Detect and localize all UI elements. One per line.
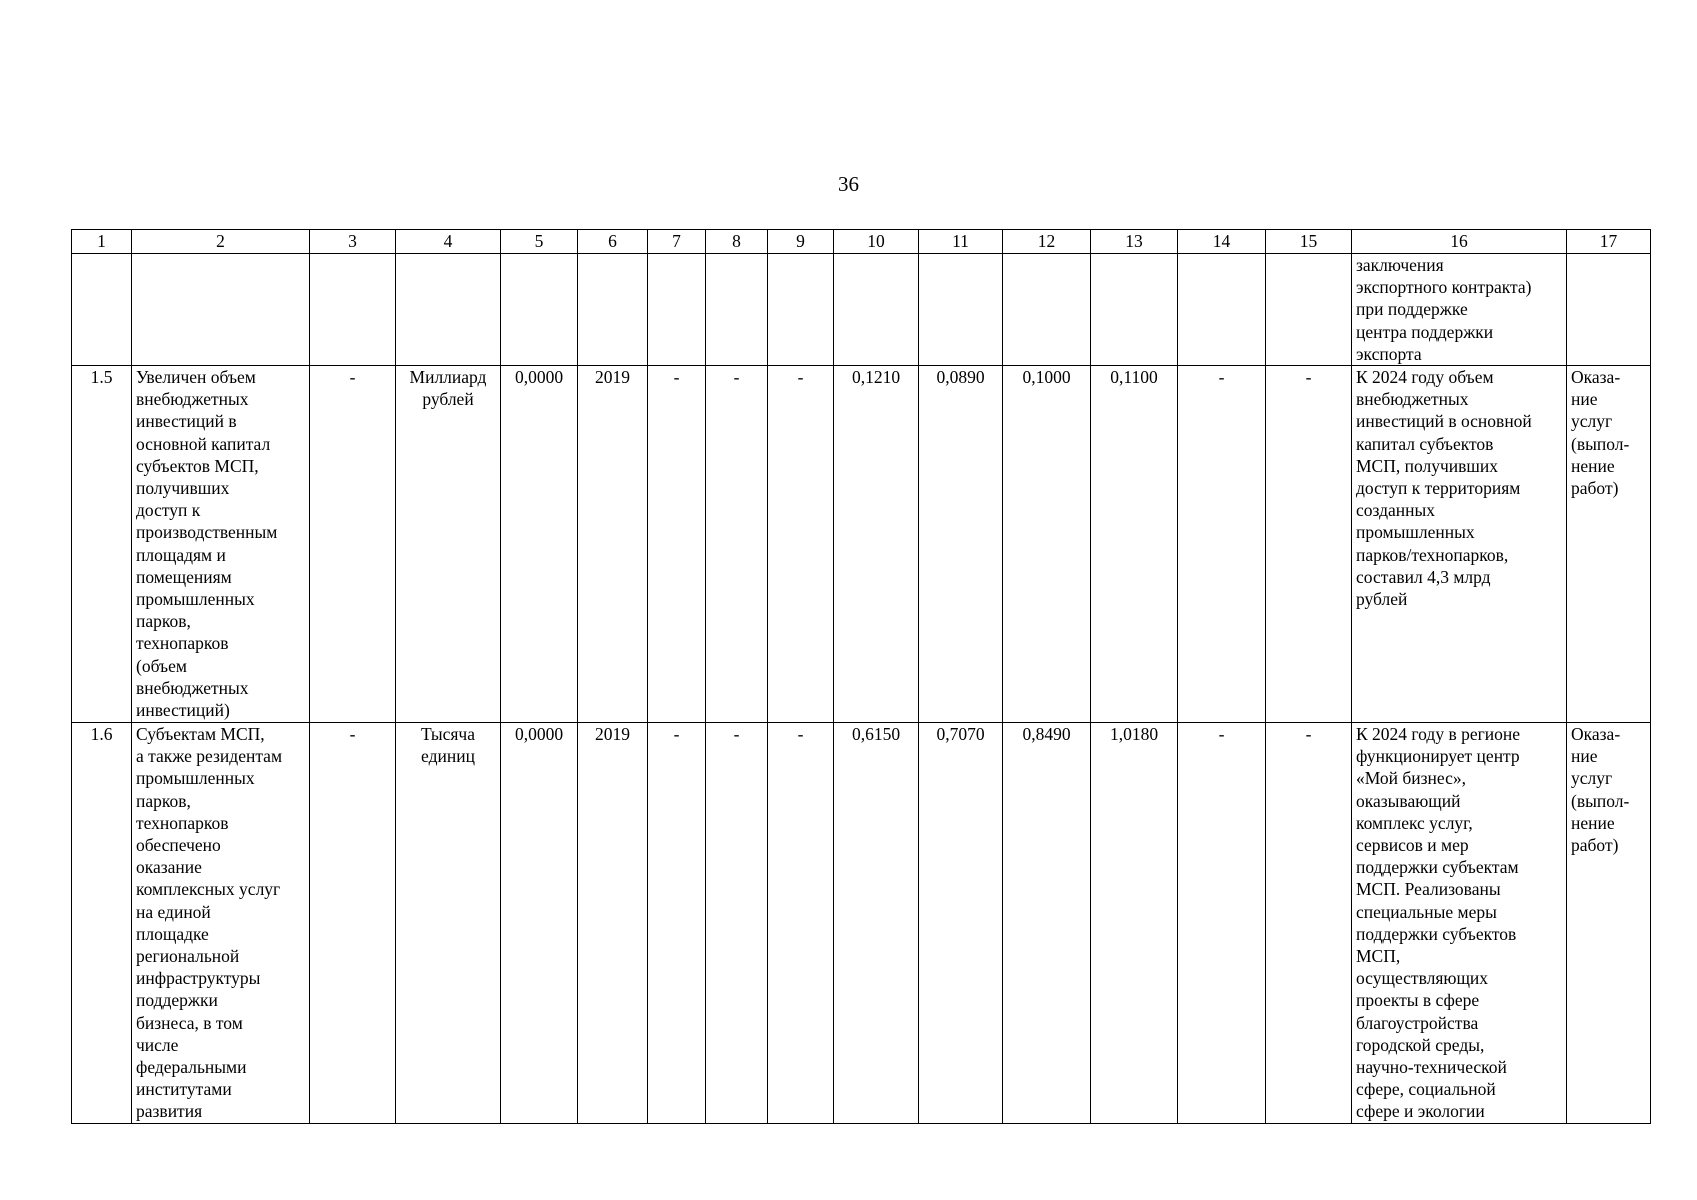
column-header: 4 [396,230,501,254]
table-cell: - [1178,366,1266,723]
row-number-cell: 1.5 [72,366,132,723]
value-cell: 0,8490 [1003,723,1091,1124]
column-header: 13 [1091,230,1178,254]
result-description-cell: К 2024 году в регионе функционирует центр «Мой бизнес», оказывающий комплекс услуг, сервисов и мер поддержки субъектам МСП. Реализованы специальные меры поддержки субъектов МСП, осуществляющих проекты в сфере благоустройства городской среды, научно-технической сфере, социальной сфере и экологии [1352,723,1567,1124]
table-row-continuation [72,254,1651,366]
table-cell: - [310,366,396,723]
base-year-cell: 2019 [578,366,648,723]
table-cell: - [1266,723,1352,1124]
table-cell [1266,254,1352,366]
column-header: 3 [310,230,396,254]
base-value-cell: 0,0000 [501,366,578,723]
value-cell: 0,0890 [919,366,1003,723]
table-cell [1091,254,1178,366]
table-cell: - [706,366,768,723]
result-type-cell: Оказа- ние услуг (выпол- нение работ) [1567,723,1651,1124]
column-header: 10 [834,230,919,254]
column-header: 9 [768,230,834,254]
table-cell: - [706,723,768,1124]
table-cell [396,254,501,366]
table-cell: - [310,723,396,1124]
column-header: 16 [1352,230,1567,254]
table-cell [501,254,578,366]
table-cell [1003,254,1091,366]
column-header: 5 [501,230,578,254]
column-header: 17 [1567,230,1651,254]
value-cell: 0,1210 [834,366,919,723]
table-cell [310,254,396,366]
result-name-cell: Увеличен объем внебюджетных инвестиций в основной капитал субъектов МСП, получивших доступ к производственным площадям и помещениям промышленных парков, технопарков (объем внебюджетных инвестиций) [132,366,310,723]
table-cell [1567,254,1651,366]
result-description-cell: К 2024 году объем внебюджетных инвестиций в основной капитал субъектов МСП, получивших доступ к территориям созданных промышленных парков/технопарков, составил 4,3 млрд рублей [1352,366,1567,723]
table-cell [648,254,706,366]
unit-cell: Тысяча единиц [396,723,501,1124]
table-cell [1178,254,1266,366]
table-cell: - [768,723,834,1124]
table-cell [834,254,919,366]
table-cell [578,254,648,366]
value-cell: 1,0180 [1091,723,1178,1124]
page-number: 36 [838,172,859,196]
value-cell: 0,1100 [1091,366,1178,723]
indicators-table [71,229,1651,1124]
column-header: 15 [1266,230,1352,254]
column-header: 11 [919,230,1003,254]
value-cell: 0,6150 [834,723,919,1124]
column-header: 1 [72,230,132,254]
result-description-cell: заключения экспортного контракта) при поддержке центра поддержки экспорта [1352,254,1567,366]
value-cell: 0,1000 [1003,366,1091,723]
table-cell: - [1178,723,1266,1124]
table-cell: - [648,723,706,1124]
column-header: 7 [648,230,706,254]
unit-cell: Миллиард рублей [396,366,501,723]
base-year-cell: 2019 [578,723,648,1124]
table-cell: - [1266,366,1352,723]
table-cell [706,254,768,366]
base-value-cell: 0,0000 [501,723,578,1124]
table-cell [768,254,834,366]
table-cell [72,254,132,366]
result-type-cell: Оказа- ние услуг (выпол- нение работ) [1567,366,1651,723]
row-number-cell: 1.6 [72,723,132,1124]
column-number-row [72,230,1651,254]
table-row-1-6 [72,723,1651,1124]
table-cell: - [648,366,706,723]
table-cell [132,254,310,366]
column-header: 14 [1178,230,1266,254]
result-name-cell: Субъектам МСП, а также резидентам промышленных парков, технопарков обеспечено оказание комплексных услуг на единой площадке региональной инфраструктуры поддержки бизнеса, в том числе федеральными институтами развития [132,723,310,1124]
column-header: 2 [132,230,310,254]
column-header: 8 [706,230,768,254]
table-row-1-5 [72,366,1651,723]
column-header: 12 [1003,230,1091,254]
column-header: 6 [578,230,648,254]
table-cell: - [768,366,834,723]
value-cell: 0,7070 [919,723,1003,1124]
table-cell [919,254,1003,366]
